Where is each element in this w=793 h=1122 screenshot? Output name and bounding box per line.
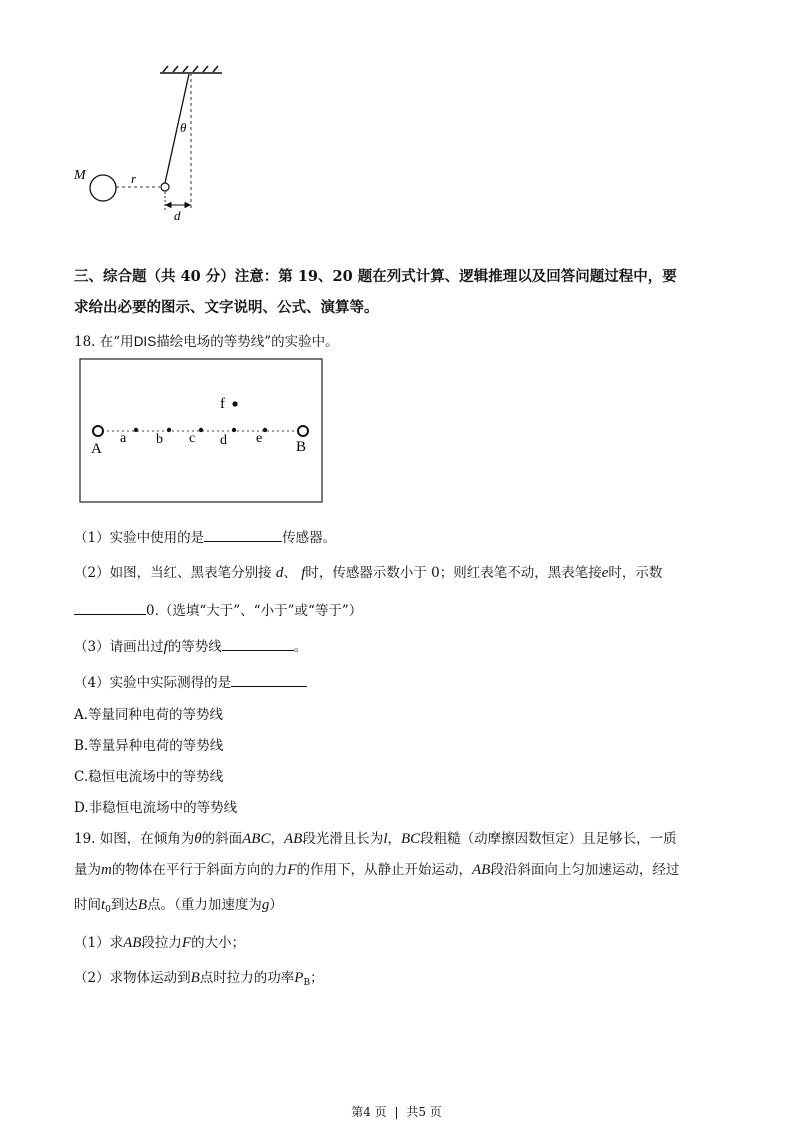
- small-charged-ball: [161, 183, 169, 191]
- point-f: [232, 401, 237, 406]
- q18-part2-line1: （2）如图，当红、黑表笔分别接 d、 f时，传感器示数小于 0；则红表笔不动，黑表笔接e时，示数: [74, 565, 663, 581]
- label-theta: θ: [180, 120, 187, 135]
- label-d: d: [174, 208, 181, 223]
- label-M: M: [74, 168, 86, 183]
- label-c: c: [189, 431, 196, 446]
- label-A: A: [91, 441, 102, 457]
- ceiling-support: [160, 66, 222, 73]
- electrode-A: [93, 426, 103, 436]
- footer-separator: |: [394, 1105, 399, 1119]
- q19-part1: （1）求AB段拉力F的大小；: [74, 935, 246, 951]
- q18-part1: （1）实验中使用的是 传感器。: [74, 530, 337, 546]
- label-a: a: [120, 431, 127, 446]
- q19-stem-line1: 19. 如图，在倾角为θ的斜面ABC，AB段光滑且长为l，BC段粗糙（动摩擦因数恒定）且足够长，一质: [74, 831, 677, 847]
- point-b: [167, 428, 171, 432]
- page-number: 第4 页: [351, 1105, 387, 1119]
- dis-equipotential-figure: [79, 358, 325, 504]
- d-dimension-arrow: [166, 203, 190, 208]
- answer-blank-3[interactable]: [222, 638, 294, 651]
- q19-stem-line2: 量为m的物体在平行于斜面方向的力F的作用下，从静止开始运动，AB段沿斜面向上匀加速运动，经过: [74, 862, 680, 878]
- answer-blank-4[interactable]: [231, 674, 307, 687]
- point-e: [263, 428, 267, 432]
- label-e: e: [256, 431, 263, 446]
- point-c: [199, 428, 203, 432]
- q19-part2: （2）求物体运动到B点时拉力的功率$P_B$；: [74, 970, 324, 988]
- label-r: r: [131, 171, 137, 186]
- label-B: B: [296, 439, 307, 455]
- section3-heading-line1: 三、综合题（共 40 分）注意：第 19、20 题在列式计算、逻辑推理以及回答问题过程中，要: [74, 268, 677, 285]
- point-a: [134, 428, 138, 432]
- label-d: d: [220, 433, 227, 448]
- answer-blank-2[interactable]: [74, 602, 146, 615]
- q18-option-C: C.稳恒电流场中的等势线: [74, 769, 224, 785]
- page-total: 共5 页: [406, 1105, 442, 1119]
- q18-option-D: D.非稳恒电流场中的等势线: [74, 800, 238, 816]
- label-f: f: [220, 396, 225, 412]
- q18-part4: （4）实验中实际测得的是: [74, 671, 307, 691]
- large-sphere-M: [90, 175, 116, 201]
- q18-option-B: B.等量异种电荷的等势线: [74, 738, 224, 754]
- pendulum-figure: [70, 62, 230, 232]
- q19-stem-line3: 时间$t_0$到达B点。（重力加速度为g）: [74, 897, 283, 915]
- point-d: [232, 428, 236, 432]
- answer-blank-1[interactable]: [204, 529, 282, 542]
- q18-part3: （3）请画出过f的等势线 。: [74, 639, 308, 655]
- section3-heading-line2: 求给出必要的图示、文字说明、公式、演算等。: [74, 299, 379, 316]
- q18-part2-line2: 0.（选填“大于”、“小于”或“等于”）: [74, 599, 362, 619]
- q18-stem: 18. 在“用DIS描绘电场的等势线”的实验中。: [74, 334, 339, 350]
- page-footer: [0, 1103, 793, 1120]
- q18-option-A: A.等量同种电荷的等势线: [74, 707, 224, 723]
- electrode-B: [298, 426, 308, 436]
- label-b: b: [156, 432, 163, 447]
